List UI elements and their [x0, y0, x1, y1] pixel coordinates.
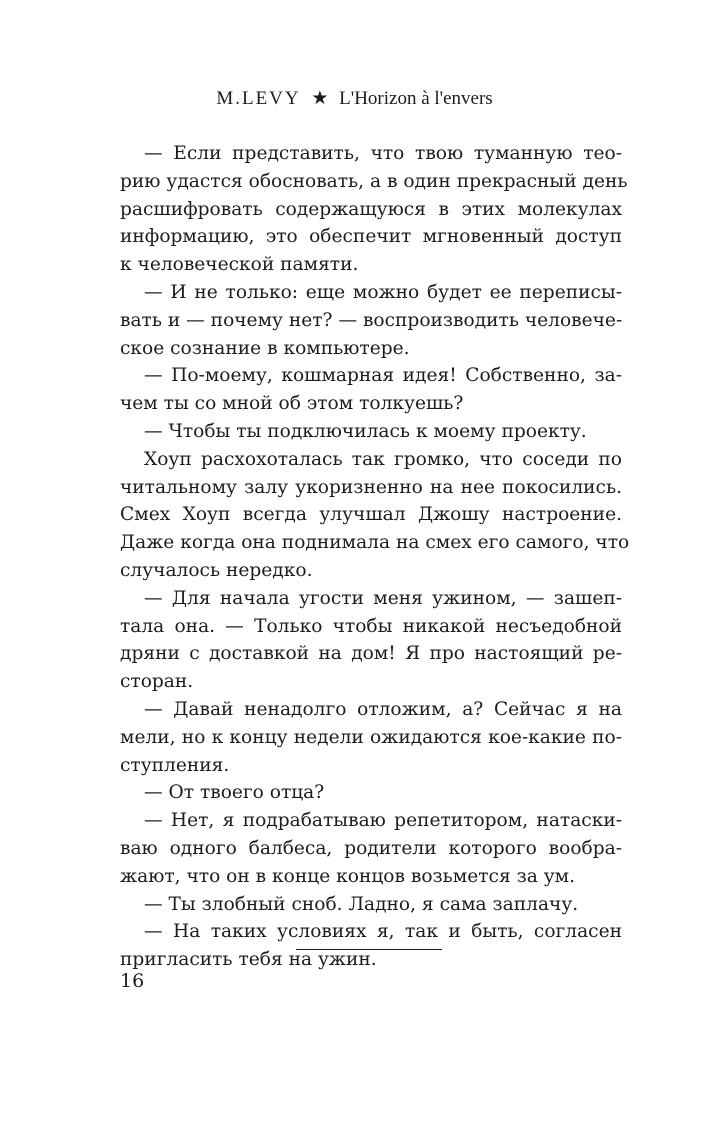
text-line: ское сознание в компьютере.	[120, 337, 410, 359]
text-line: жают, что он в конце концов возьмется за ум.	[120, 865, 576, 887]
text-line: Хоуп расхохоталась так громко, что соседи по	[144, 448, 622, 470]
text-line: — По-моему, кошмарная идея! Собственно, за-	[144, 365, 622, 387]
text-line: информацию, это обеспечит мгновенный доступ	[120, 226, 622, 248]
text-line: — Если представить, что твою туманную тео-	[144, 143, 622, 164]
text-line: к человеческой памяти.	[120, 254, 359, 276]
text-line: — От твоего отца?	[144, 782, 325, 804]
text-line: — Ты злобный сноб. Ладно, я сама заплачу.	[144, 893, 579, 915]
text-line: вать и — почему нет? — воспроизводить человече-	[120, 309, 623, 331]
text-line: расшифровать содержащуюся в этих молекулах	[120, 198, 622, 220]
text-line: — И не только: еще можно будет ее переписы-	[144, 281, 622, 303]
end-rule-divider	[296, 949, 442, 950]
text-line: — Нет, я подрабатываю репетитором, натаски-	[144, 810, 622, 832]
text-line: — Для начала угости меня ужином, — зашеп-	[144, 587, 622, 609]
text-line: чем ты со мной об этом толкуешь?	[120, 393, 464, 415]
text-line: ваю одного балбеса, родители которого вообра-	[120, 837, 622, 859]
text-line: — Давай ненадолго отложим, а? Сейчас я на	[144, 698, 622, 720]
text-line: ступления.	[120, 754, 230, 776]
text-line: сторан.	[120, 671, 194, 693]
body-text	[120, 140, 630, 974]
text-line: Смех Хоуп всегда улучшал Джошу настроение.	[120, 504, 622, 526]
text-line: дряни с доставкой на дом! Я про настоящий ре-	[120, 643, 622, 665]
text-line: пригласить тебя на ужин.	[120, 949, 377, 971]
text-line: случалось нередко.	[120, 559, 313, 581]
star-separator-icon: ★	[311, 88, 329, 109]
author-name: M.LEVY	[216, 88, 301, 109]
text-line: Даже когда она поднимала на смех его самого, что	[120, 532, 630, 554]
text-line: — На таких условиях я, так и быть, согласен	[144, 921, 622, 943]
running-head	[0, 86, 709, 112]
text-line: рию удастся обосновать, а в один прекрасный день	[120, 170, 628, 192]
text-line: читальному залу укоризненно на нее покосились.	[120, 476, 622, 498]
book-title: L'Horizon à l'envers	[339, 88, 493, 109]
page-number: 16	[120, 970, 145, 992]
text-line: тала она. — Только чтобы никакой несъедобной	[120, 615, 622, 637]
text-line: мели, но к концу недели ожидаются кое-какие по-	[120, 726, 622, 748]
text-line: — Чтобы ты подключилась к моему проекту.	[144, 420, 587, 442]
